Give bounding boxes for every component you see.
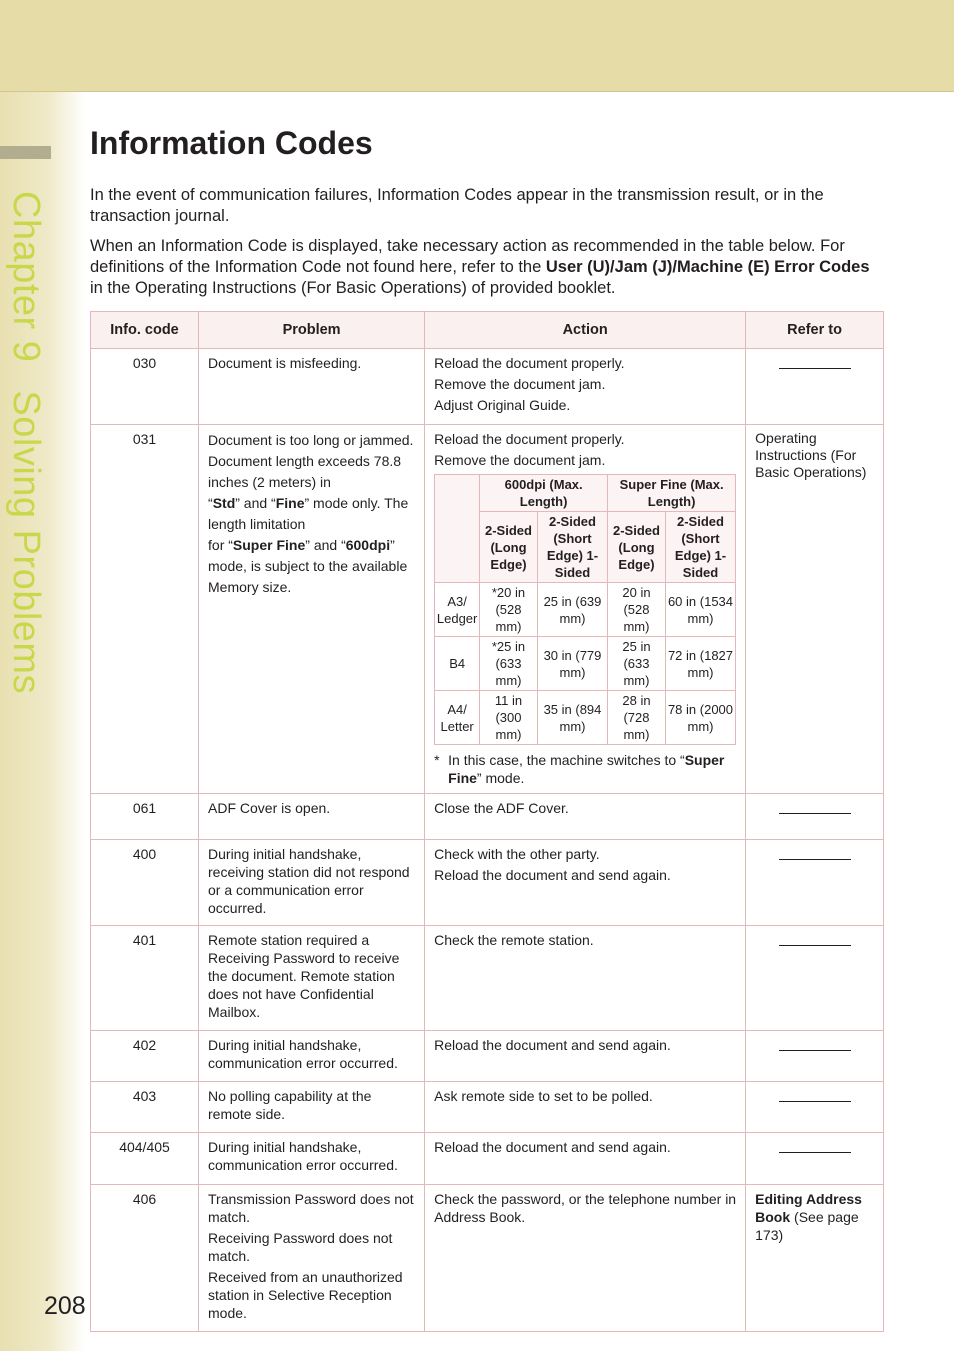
quote: ” and “ bbox=[235, 495, 276, 511]
footnote-text-a: In this case, the machine switches to “ bbox=[448, 752, 685, 768]
max-length-table bbox=[434, 474, 736, 745]
table-row bbox=[91, 1031, 884, 1082]
mode-600dpi: 600dpi bbox=[345, 537, 391, 553]
information-codes-table bbox=[90, 311, 884, 1332]
refer-blank-line bbox=[779, 813, 851, 814]
info-code: 401 bbox=[91, 926, 199, 1031]
intro-paragraph-2 bbox=[90, 236, 880, 299]
problem-text bbox=[208, 493, 415, 535]
sub-row bbox=[435, 583, 736, 637]
refer-to bbox=[746, 794, 884, 840]
table-row bbox=[91, 840, 884, 926]
group-super-fine: Super Fine (Max. Length) bbox=[608, 475, 736, 512]
problem: During initial handshake, communication error occurred. bbox=[199, 1031, 425, 1082]
page-title: Information Codes bbox=[90, 125, 373, 161]
action: Reload the document and send again. bbox=[425, 1031, 746, 1082]
header-refer-to: Refer to bbox=[746, 312, 884, 349]
problem bbox=[199, 349, 425, 425]
refer-blank-line bbox=[779, 1101, 851, 1102]
info-code: 400 bbox=[91, 840, 199, 926]
problem: No polling capability at the remote side. bbox=[199, 1082, 425, 1133]
header-action: Action bbox=[425, 312, 746, 349]
problem bbox=[199, 425, 425, 794]
refer-to bbox=[746, 926, 884, 1031]
header-problem: Problem bbox=[199, 312, 425, 349]
sub-row bbox=[435, 637, 736, 691]
info-code: 031 bbox=[91, 425, 199, 794]
intro-text-end: in the Operating Instructions (For Basic Operations) of provided booklet. bbox=[90, 279, 616, 297]
length-value: 35 in (894 mm) bbox=[537, 691, 607, 745]
problem: Remote station required a Receiving Password to receive the document. Remote station does not have Confidential Mailbox. bbox=[199, 926, 425, 1031]
header-band bbox=[0, 0, 954, 92]
action: Close the ADF Cover. bbox=[425, 794, 746, 840]
length-value: 25 in (639 mm) bbox=[537, 583, 607, 637]
action: Ask remote side to set to be polled. bbox=[425, 1082, 746, 1133]
action-text: Remove the document jam. bbox=[434, 452, 606, 468]
problem bbox=[199, 1185, 425, 1332]
refer-to bbox=[746, 1185, 884, 1332]
col-header: 2-Sided (Short Edge) 1-Sided bbox=[537, 512, 607, 583]
mode-std: Std bbox=[212, 495, 236, 511]
length-value: 30 in (779 mm) bbox=[537, 637, 607, 691]
refer-blank-line bbox=[779, 1050, 851, 1051]
intro-paragraph-1: In the event of communication failures, Information Codes appear in the transmission result, or in the transaction journal. bbox=[90, 186, 824, 225]
paper-size: A4/ Letter bbox=[435, 691, 480, 745]
problem: During initial handshake, receiving station did not respond or a communication error occurred. bbox=[199, 840, 425, 926]
refer-editing-address-book: Editing Address Book bbox=[755, 1191, 862, 1225]
sub-header-row bbox=[435, 512, 736, 583]
info-code: 403 bbox=[91, 1082, 199, 1133]
refer-to: Operating Instructions (For Basic Operations) bbox=[746, 425, 884, 794]
problem-text: Document is misfeeding. bbox=[208, 355, 362, 371]
mode-fine: Fine bbox=[275, 495, 305, 511]
refer-to bbox=[746, 1082, 884, 1133]
info-code: 061 bbox=[91, 794, 199, 840]
problem-text: Receiving Password does not match. bbox=[208, 1230, 393, 1264]
info-code: 406 bbox=[91, 1185, 199, 1332]
refer-blank-line bbox=[779, 1152, 851, 1153]
footnote-text-b: ” mode. bbox=[476, 770, 525, 786]
action bbox=[425, 349, 746, 425]
sub-header-row bbox=[435, 475, 736, 512]
chapter-label bbox=[4, 191, 47, 722]
action-text: Reload the document and send again. bbox=[434, 867, 671, 883]
table-row bbox=[91, 1185, 884, 1332]
action-text: Adjust Original Guide. bbox=[434, 397, 571, 413]
length-value: 25 in (633 mm) bbox=[608, 637, 666, 691]
problem-text: Transmission Password does not match. bbox=[208, 1191, 414, 1225]
action-text: Check with the other party. bbox=[434, 846, 600, 862]
table-header-row bbox=[91, 312, 884, 349]
problem-text: mode, is subject to the available Memory size. bbox=[208, 558, 408, 595]
col-header: 2-Sided (Long Edge) bbox=[480, 512, 538, 583]
refer-to bbox=[746, 349, 884, 425]
refer-to bbox=[746, 1133, 884, 1185]
corner-cell bbox=[435, 475, 480, 583]
refer-blank-line bbox=[779, 368, 851, 369]
action-text: Remove the document jam. bbox=[434, 376, 606, 392]
quote: ” bbox=[390, 537, 395, 553]
problem-text bbox=[208, 535, 415, 556]
refer-to bbox=[746, 1031, 884, 1082]
chapter-number: Chapter 9 bbox=[5, 191, 47, 363]
problem-text-cont: ” mode only. The length limitation bbox=[208, 495, 409, 532]
action bbox=[425, 840, 746, 926]
problem: ADF Cover is open. bbox=[199, 794, 425, 840]
paper-size: A3/ Ledger bbox=[435, 583, 480, 637]
table-row bbox=[91, 794, 884, 840]
header-info-code: Info. code bbox=[91, 312, 199, 349]
group-600dpi: 600dpi (Max. Length) bbox=[480, 475, 608, 512]
problem-text-for: for “ bbox=[208, 537, 233, 553]
table-row bbox=[91, 349, 884, 425]
problem: During initial handshake, communication error occurred. bbox=[199, 1133, 425, 1185]
sub-row bbox=[435, 691, 736, 745]
chapter-marker-bar bbox=[0, 146, 51, 159]
action: Check the remote station. bbox=[425, 926, 746, 1031]
info-code: 404/405 bbox=[91, 1133, 199, 1185]
length-value: *20 in (528 mm) bbox=[480, 583, 538, 637]
length-value: 28 in (728 mm) bbox=[608, 691, 666, 745]
mode-super-fine: Super Fine bbox=[232, 537, 306, 553]
footnote-mode: Super Fine bbox=[448, 752, 725, 786]
footnote-mark: * bbox=[434, 752, 440, 768]
action-text: Reload the document properly. bbox=[434, 431, 625, 447]
refer-to bbox=[746, 840, 884, 926]
footnote-text bbox=[448, 751, 736, 787]
length-value: 72 in (1827 mm) bbox=[665, 637, 735, 691]
length-value: 20 in (528 mm) bbox=[608, 583, 666, 637]
refer-blank-line bbox=[779, 945, 851, 946]
quote: “ bbox=[208, 495, 213, 511]
error-codes-reference: User (U)/Jam (J)/Machine (E) Error Codes bbox=[545, 258, 870, 276]
length-value: 78 in (2000 mm) bbox=[665, 691, 735, 745]
chapter-title: Solving Problems bbox=[5, 390, 47, 695]
table-row bbox=[91, 425, 884, 794]
info-code: 402 bbox=[91, 1031, 199, 1082]
refer-page: (See page 173) bbox=[755, 1209, 859, 1243]
problem-text: Document is too long or jammed. bbox=[208, 432, 414, 448]
paper-size: B4 bbox=[435, 637, 480, 691]
col-header: 2-Sided (Long Edge) bbox=[608, 512, 666, 583]
table-row bbox=[91, 1133, 884, 1185]
action: Reload the document and send again. bbox=[425, 1133, 746, 1185]
length-value: 60 in (1534 mm) bbox=[665, 583, 735, 637]
action: Check the password, or the telephone number in Address Book. bbox=[425, 1185, 746, 1332]
action bbox=[425, 425, 746, 794]
footnote bbox=[434, 751, 736, 787]
problem-text: Document length exceeds 78.8 inches (2 meters) in bbox=[208, 453, 402, 490]
refer-blank-line bbox=[779, 859, 851, 860]
problem-text: Received from an unauthorized station in Selective Reception mode. bbox=[208, 1269, 403, 1321]
table-row bbox=[91, 926, 884, 1031]
intro-text: When an Information Code is displayed, take necessary action as recommended in the table below. For definitions of the Information Code not found here, refer to the bbox=[90, 237, 845, 276]
col-header: 2-Sided (Short Edge) 1-Sided bbox=[665, 512, 735, 583]
info-code: 030 bbox=[91, 349, 199, 425]
table-row bbox=[91, 1082, 884, 1133]
length-value: 11 in (300 mm) bbox=[480, 691, 538, 745]
page-number: 208 bbox=[44, 1292, 86, 1320]
length-value: *25 in (633 mm) bbox=[480, 637, 538, 691]
quote: ” and “ bbox=[305, 537, 346, 553]
action-text: Reload the document properly. bbox=[434, 355, 625, 371]
